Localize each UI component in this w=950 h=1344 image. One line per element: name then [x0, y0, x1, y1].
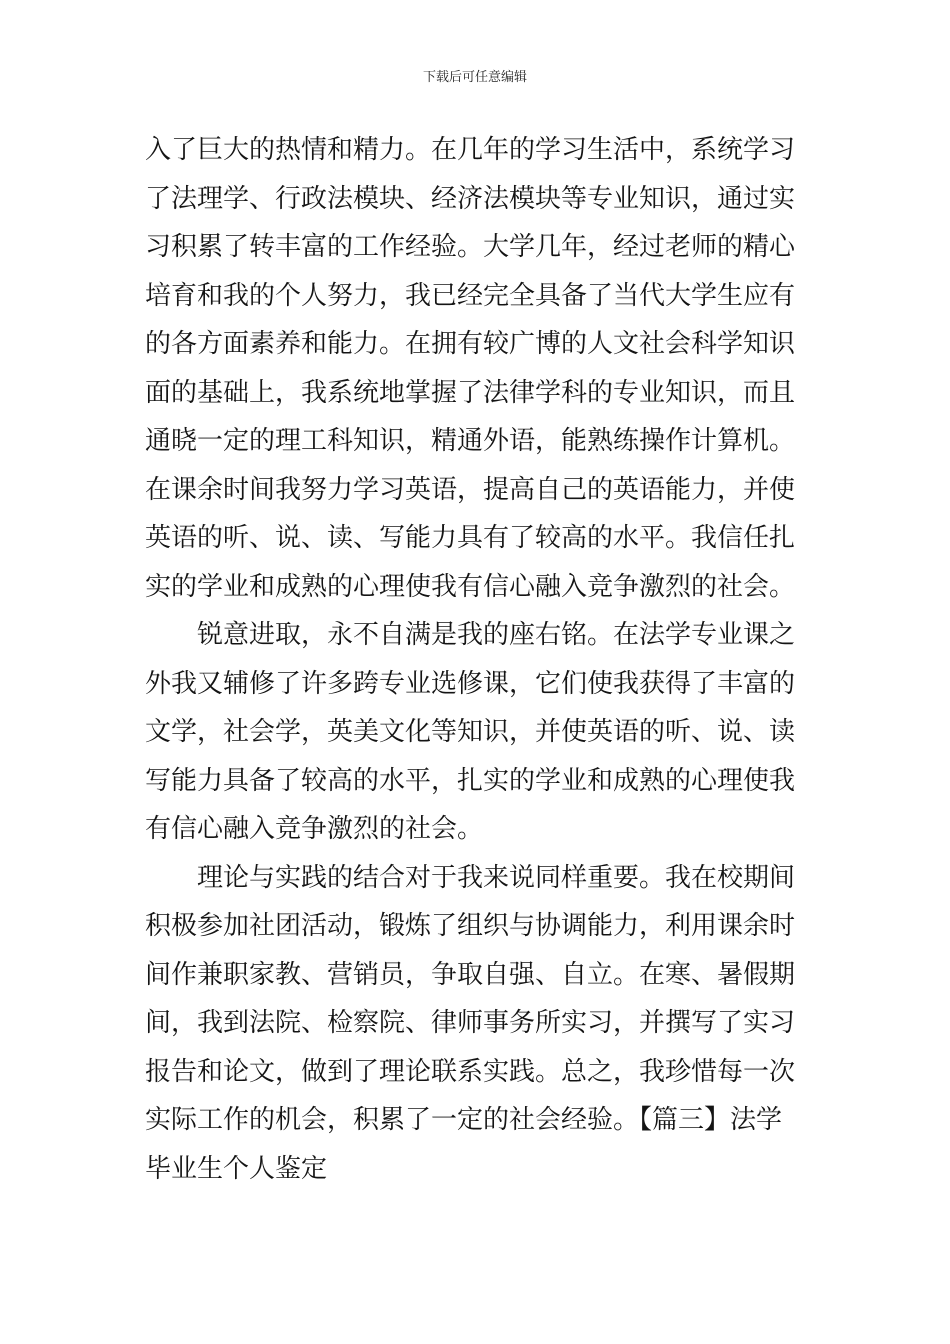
text-line: 实际工作的机会，积累了一定的社会经验。【篇三】法学 [145, 1105, 783, 1135]
text-line: 了法理学、行政法模块、经济法模块等专业知识，通过实 [145, 183, 796, 214]
page-header: 下载后可任意编辑 [422, 70, 527, 85]
text-line: 实的学业和成熟的心理使我有信心融入竞争激烈的社会。 [145, 571, 796, 602]
text-line: 习积累了转丰富的工作经验。大学几年，经过老师的精心 [145, 232, 796, 262]
text-line: 报告和论文，做到了理论联系实践。总之，我珍惜每一次 [145, 1056, 796, 1087]
text-line: 面的基础上，我系统地掌握了法律学科的专业知识，而且 [145, 377, 796, 408]
document-body [145, 126, 815, 1193]
paragraph-first-line: 理论与实践的结合对于我来说同样重要。我在校期间 [197, 862, 796, 893]
text-line: 外我又辅修了许多跨专业选修课，它们使我获得了丰富的 [145, 668, 796, 699]
text-line: 入了巨大的热情和精力。在几年的学习生活中，系统学习 [145, 135, 796, 165]
text-line: 文学，社会学，英美文化等知识，并使英语的听、说、读 [145, 717, 796, 747]
text-line: 在课余时间我努力学习英语，提高自己的英语能力，并使 [145, 474, 796, 505]
text-line: 写能力具备了较高的水平，扎实的学业和成熟的心理使我 [145, 765, 796, 796]
text-line: 通晓一定的理工科知识，精通外语，能熟练操作计算机。 [145, 426, 796, 456]
paragraph-first-line: 锐意进取，永不自满是我的座右铭。在法学专业课之 [197, 620, 796, 650]
text-line: 间，我到法院、检察院、律师事务所实习，并撰写了实习 [145, 1008, 796, 1038]
text-line: 积极参加社团活动，锻炼了组织与协调能力，利用课余时 [145, 911, 796, 941]
text-line: 有信心融入竞争激烈的社会。 [145, 814, 484, 844]
text-line: 毕业生个人鉴定 [145, 1153, 328, 1184]
text-line: 间作兼职家教、营销员，争取自强、自立。在寒、暑假期 [145, 959, 796, 990]
text-line: 培育和我的个人努力，我已经完全具备了当代大学生应有 [145, 280, 796, 311]
text-line: 的各方面素养和能力。在拥有较广博的人文社会科学知识 [145, 329, 796, 359]
text-line: 英语的听、说、读、写能力具有了较高的水平。我信任扎 [145, 523, 796, 553]
